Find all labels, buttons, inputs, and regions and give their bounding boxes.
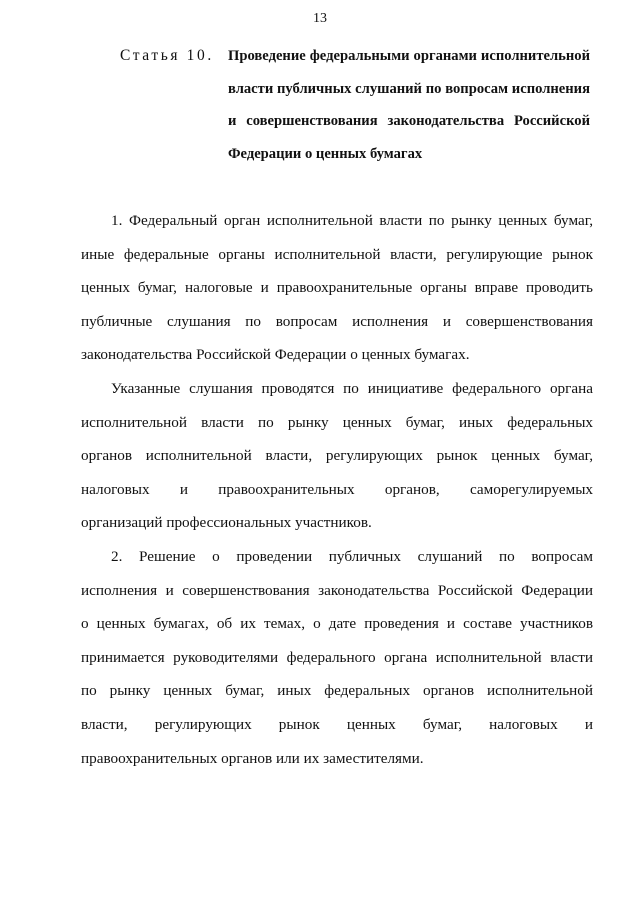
- text-line: публичные слушания по вопросам исполнения и совершенствования: [81, 312, 593, 330]
- text-line: исполнения и совершенствования законодательства Российской Федерации: [81, 581, 593, 599]
- paragraph-1: [81, 204, 593, 372]
- paragraph-2: [81, 372, 593, 540]
- text-line: о ценных бумагах, об их темах, о дате проведения и составе участников: [81, 615, 593, 633]
- text-line: законодательства Российской Федерации о ценных бумагах.: [81, 346, 470, 364]
- text-line: органов исполнительной власти, регулирующих рынок ценных бумаг,: [81, 447, 593, 465]
- article-title-line: и совершенствования законодательства Российской: [228, 113, 590, 130]
- text-line: иные федеральные органы исполнительной власти, регулирующие рынок: [81, 245, 593, 263]
- article-title-line: Проведение федеральными органами исполнительной: [228, 48, 590, 64]
- text-line: налоговых и правоохранительных органов, саморегулируемых: [81, 480, 593, 498]
- text-line: по рынку ценных бумаг, иных федеральных органов исполнительной: [81, 682, 593, 700]
- text-line: власти, регулирующих рынок ценных бумаг, налоговых и: [81, 715, 593, 733]
- article-label: Статья 10.: [120, 47, 214, 64]
- text-line: принимается руководителями федерального органа исполнительной власти: [81, 648, 593, 666]
- text-line: 2. Решение о проведении публичных слушаний по вопросам: [111, 547, 593, 565]
- article-title-line: Федерации о ценных бумагах: [228, 146, 423, 163]
- page-number: 13: [313, 11, 327, 26]
- text-line: ценных бумаг, налоговые и правоохранительные органы вправе проводить: [81, 279, 593, 297]
- paragraph-3: [81, 540, 593, 775]
- text-line: правоохранительных органов или их заместителями.: [81, 749, 424, 767]
- text-line: исполнительной власти по рынку ценных бумаг, иных федеральных: [81, 413, 593, 431]
- text-line: организаций профессиональных участников.: [81, 514, 372, 532]
- article-title: [228, 40, 590, 171]
- article-title-line: власти публичных слушаний по вопросам исполнения: [228, 80, 590, 97]
- article-body: [81, 204, 593, 775]
- text-line: 1. Федеральный орган исполнительной власти по рынку ценных бумаг,: [111, 212, 593, 229]
- text-line: Указанные слушания проводятся по инициативе федерального органа: [111, 379, 593, 397]
